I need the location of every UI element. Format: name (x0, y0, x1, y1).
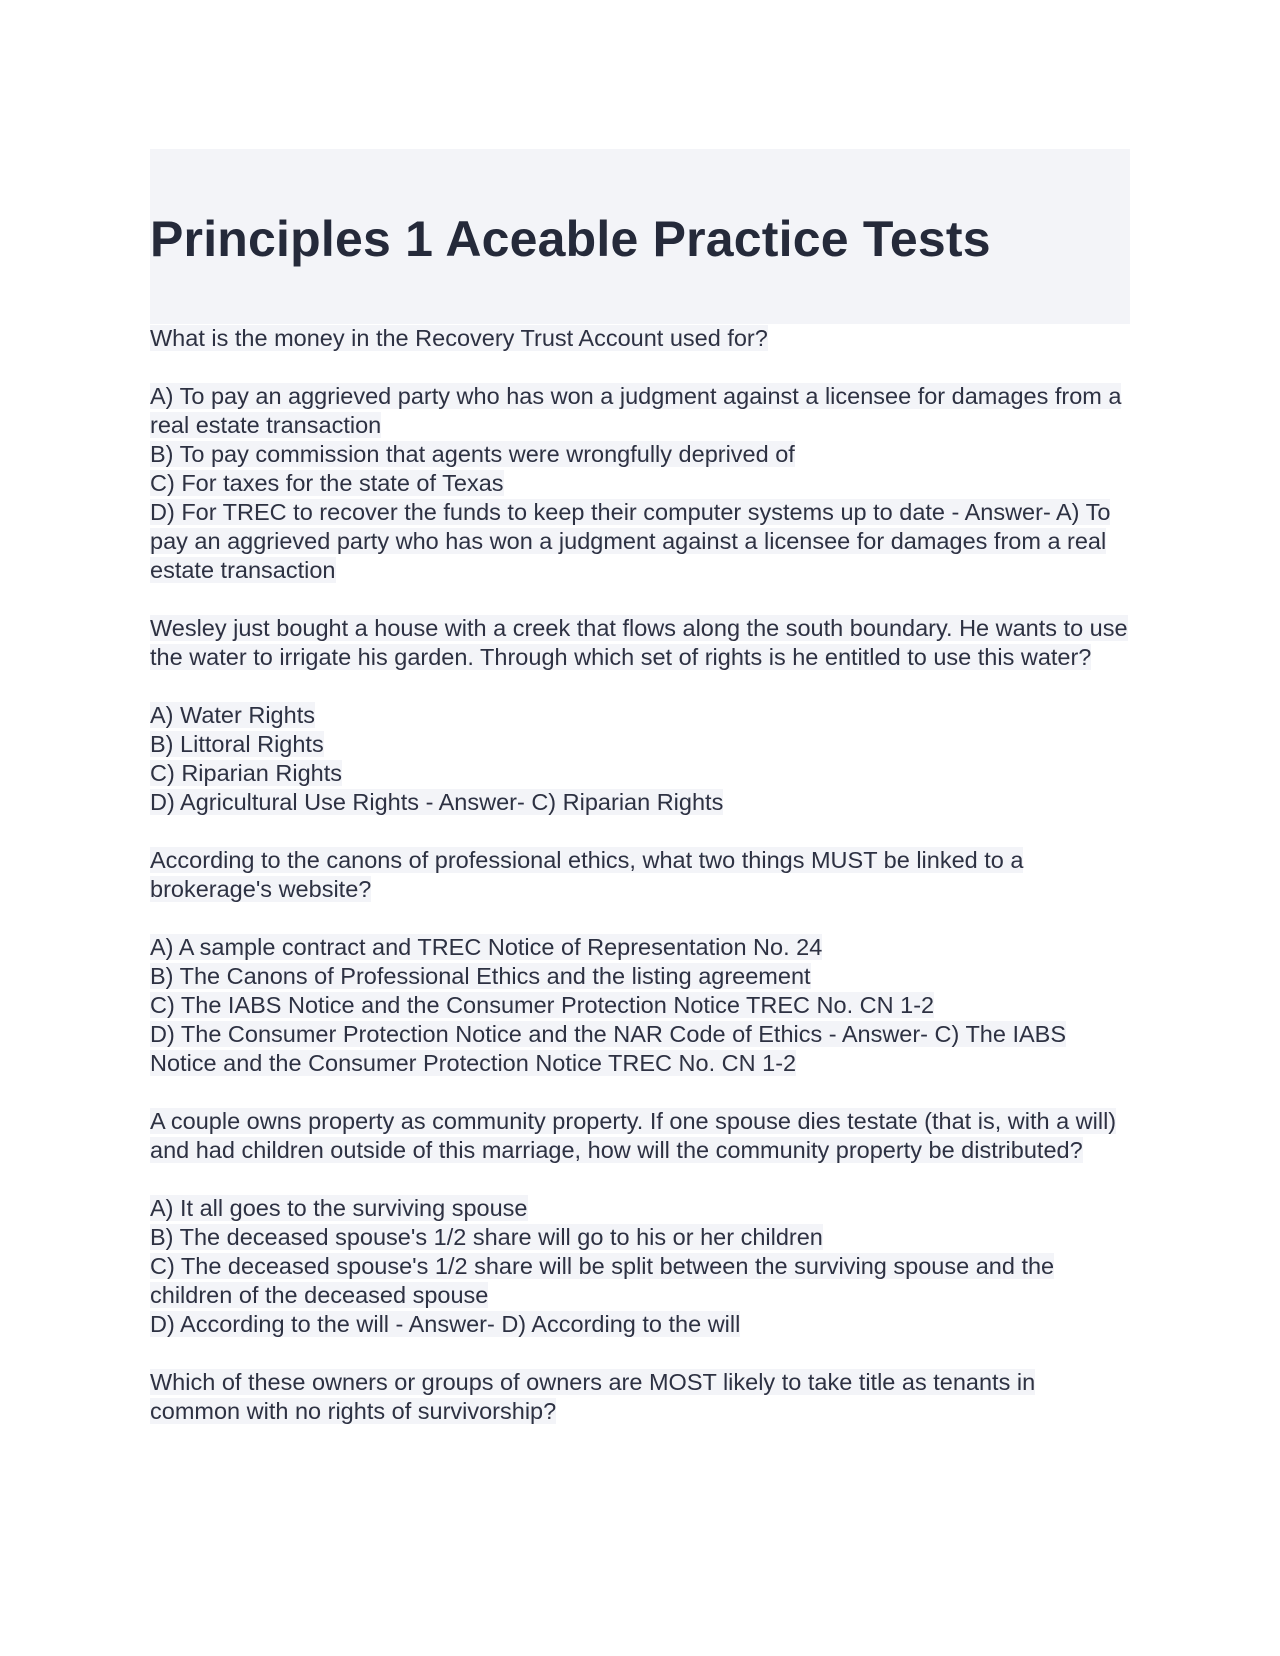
question-block (150, 614, 1130, 817)
question-block (150, 324, 1130, 585)
option-text-with-answer: D) The Consumer Protection Notice and the NAR Code of Ethics - Answer- C) The IABS Notice and the Consumer Protection Notice TREC No. CN 1-2 (150, 1021, 1067, 1076)
option-text: A) A sample contract and TREC Notice of Representation No. 24 (150, 934, 823, 960)
question-block (150, 846, 1130, 1078)
option-text: B) To pay commission that agents were wrongfully deprived of (150, 441, 795, 467)
option-text: A) To pay an aggrieved party who has won a judgment against a licensee for damages from a real estate transaction (150, 383, 1122, 438)
option-text: B) The deceased spouse's 1/2 share will go to his or her children (150, 1224, 823, 1250)
question-text: According to the canons of professional ethics, what two things MUST be linked to a brokerage's website? (150, 847, 1024, 902)
question-block (150, 1107, 1130, 1339)
question-block (150, 1368, 1130, 1426)
question-text: A couple owns property as community property. If one spouse dies testate (that is, with a will) and had children outside of this marriage, how will the community property be distributed? (150, 1108, 1117, 1163)
document-title: Principles 1 Aceable Practice Tests (150, 211, 991, 267)
option-text-with-answer: D) For TREC to recover the funds to keep their computer systems up to date - Answer- A) To pay an aggrieved party who has won a judgment against a licensee for damages from a real estate transaction (150, 499, 1111, 583)
option-text: A) It all goes to the surviving spouse (150, 1195, 528, 1221)
option-text: C) The IABS Notice and the Consumer Protection Notice TREC No. CN 1-2 (150, 992, 935, 1018)
question-text: Wesley just bought a house with a creek that flows along the south boundary. He wants to use the water to irrigate his garden. Through which set of rights is he entitled to use this water? (150, 615, 1128, 670)
option-text: C) For taxes for the state of Texas (150, 470, 504, 496)
question-text: Which of these owners or groups of owners are MOST likely to take title as tenants in common with no rights of survivorship? (150, 1369, 1036, 1424)
option-text-with-answer: D) According to the will - Answer- D) According to the will (150, 1311, 741, 1337)
option-text: C) Riparian Rights (150, 760, 342, 786)
option-text-with-answer: D) Agricultural Use Rights - Answer- C) Riparian Rights (150, 789, 724, 815)
document-body (150, 324, 1130, 1426)
option-text: B) Littoral Rights (150, 731, 324, 757)
title-banner (150, 149, 1130, 324)
question-text: What is the money in the Recovery Trust Account used for? (150, 325, 768, 351)
option-text: B) The Canons of Professional Ethics and the listing agreement (150, 963, 811, 989)
document-page (150, 149, 1130, 1426)
option-text: A) Water Rights (150, 702, 315, 728)
option-text: C) The deceased spouse's 1/2 share will be split between the surviving spouse and the children of the deceased spouse (150, 1253, 1055, 1308)
